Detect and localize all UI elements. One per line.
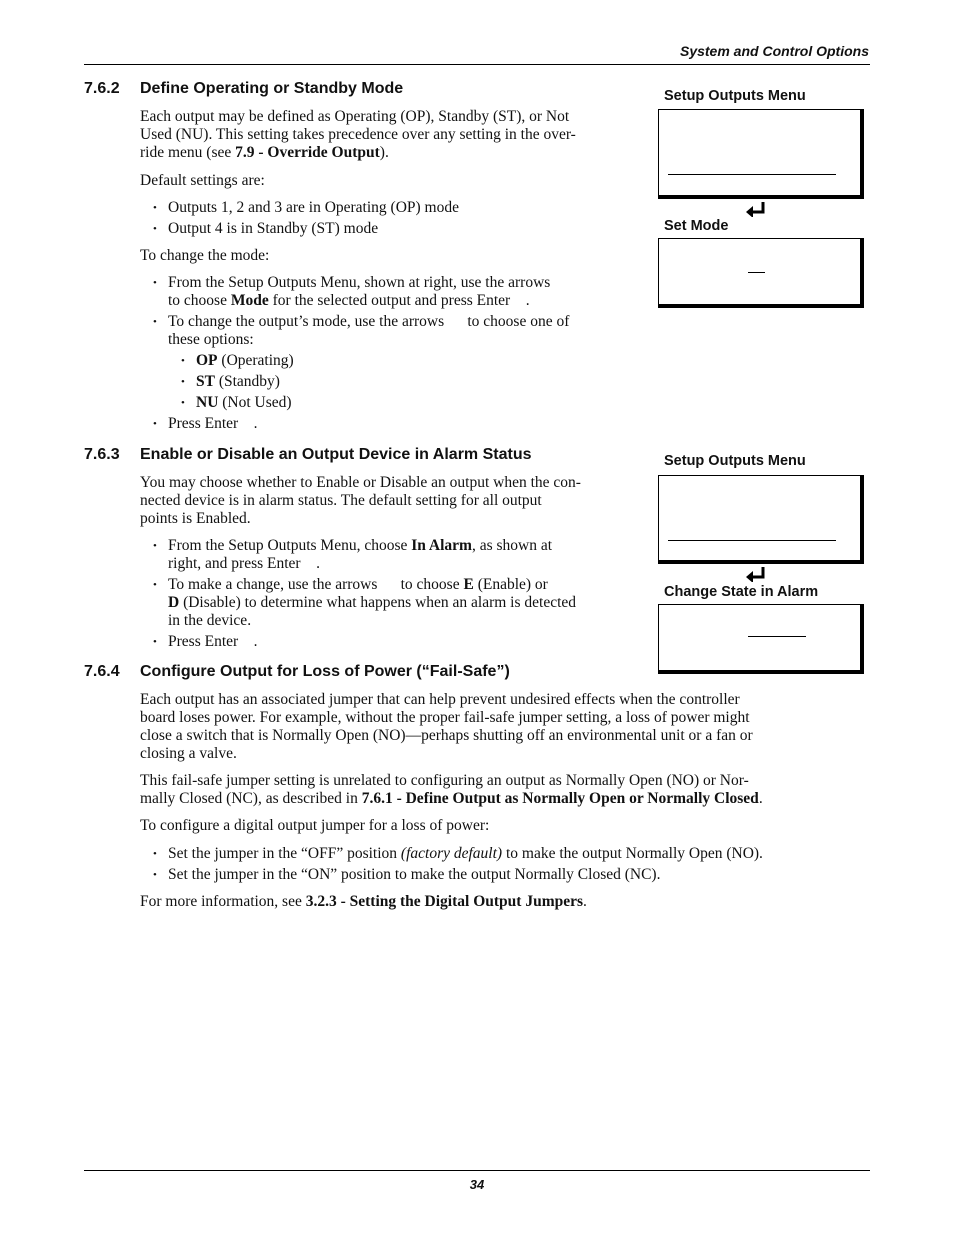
section-number: 7.6.2 — [84, 80, 120, 97]
cross-reference: 7.9 - Override Output — [235, 144, 380, 161]
list-item: • Outputs 1, 2 and 3 are in Operating (OP) mode — [168, 199, 459, 217]
lcd-underline — [748, 636, 806, 637]
paragraph-764-p4: For more information, see 3.2.3 - Setting the Digital Output Jumpers. — [140, 893, 587, 910]
running-header: System and Control Options — [679, 43, 869, 59]
enter-arrow-icon — [745, 566, 767, 582]
panel-label: Setup Outputs Menu — [664, 88, 806, 104]
list-item: • Press Enter . — [168, 415, 258, 433]
list-item: • Set the jumper in the “OFF” position (factory default) to make the output Normally Open (NO). — [168, 845, 763, 863]
paragraph-defaults-label: Default settings are: — [140, 172, 265, 189]
text-line: • From the Setup Outputs Menu, shown at right, use the arrows — [168, 274, 551, 291]
cross-reference: 7.6.1 - Define Output as Normally Open or Normally Closed — [361, 790, 759, 807]
lcd-underline — [668, 174, 836, 175]
lcd-screen-set-mode — [658, 238, 864, 308]
header-rule — [84, 64, 870, 65]
text-line: This fail-safe jumper setting is unrelated to configuring an output as Normally Open (NO) or Nor- — [140, 772, 749, 789]
text-line: Each output has an associated jumper that can help prevent undesired effects when the controller — [140, 691, 740, 708]
section-heading-7-6-2 — [84, 80, 403, 98]
section-heading-7-6-3 — [84, 446, 532, 464]
paragraph-762-intro — [140, 108, 576, 162]
list-item — [168, 576, 576, 630]
section-number: 7.6.4 — [84, 663, 120, 680]
lcd-underline — [748, 272, 765, 273]
section-title: Enable or Disable an Output Device in Alarm Status — [140, 446, 532, 463]
text-line: to choose Mode for the selected output and press Enter . — [168, 292, 530, 309]
text-line: right, and press Enter . — [168, 555, 320, 572]
text-line: You may choose whether to Enable or Disable an output when the con- — [140, 474, 581, 491]
panel-label: Setup Outputs Menu — [664, 453, 806, 469]
lcd-screen-change-state — [658, 604, 864, 674]
section-title: Define Operating or Standby Mode — [140, 80, 404, 97]
paragraph-764-p3: To configure a digital output jumper for a loss of power: — [140, 817, 490, 834]
list-item — [168, 274, 550, 310]
text-line: close a switch that is Normally Open (NO)—perhaps shutting off an environmental unit or a fan or — [140, 727, 753, 744]
sub-list-item: • NU (Not Used) — [196, 394, 292, 412]
section-heading-7-6-4 — [84, 663, 510, 681]
lcd-screen-setup-outputs — [658, 109, 864, 199]
cross-reference: 3.2.3 - Setting the Digital Output Jumpers — [305, 893, 584, 910]
sub-list-item: • OP (Operating) — [196, 352, 294, 370]
section-title: Configure Output for Loss of Power (“Fail-Safe”) — [140, 663, 510, 680]
sub-list-item: • ST (Standby) — [196, 373, 280, 391]
text-line: • From the Setup Outputs Menu, choose In Alarm, as shown at — [168, 537, 553, 554]
text-line: Used (NU). This setting takes precedence over any setting in the over- — [140, 126, 576, 143]
paragraph-764-p2 — [140, 772, 763, 808]
enter-arrow-icon — [745, 201, 767, 217]
text-line: • To change the output’s mode, use the arrows to choose one of — [168, 313, 570, 330]
text-line: nected device is in alarm status. The default setting for all output — [140, 492, 542, 509]
footer-rule — [84, 1170, 870, 1171]
text-line: closing a valve. — [140, 745, 237, 762]
text-line: ride menu (see 7.9 - Override Output). — [140, 144, 389, 161]
paragraph-change-label: To change the mode: — [140, 247, 270, 264]
list-item — [168, 313, 569, 349]
text-line: points is Enabled. — [140, 510, 251, 527]
list-item: • Press Enter . — [168, 633, 258, 651]
panel-label: Change State in Alarm — [664, 584, 819, 600]
lcd-underline — [668, 540, 836, 541]
text-line: these options: — [168, 331, 254, 348]
page-number: 34 — [469, 1177, 485, 1192]
text-line: D (Disable) to determine what happens when an alarm is detected — [168, 594, 577, 611]
paragraph-763-intro — [140, 474, 581, 528]
text-line: in the device. — [168, 612, 252, 629]
list-item: • Set the jumper in the “ON” position to make the output Normally Closed (NC). — [168, 866, 660, 884]
lcd-screen-setup-outputs — [658, 475, 864, 564]
list-item: • Output 4 is in Standby (ST) mode — [168, 220, 378, 238]
list-item — [168, 537, 552, 573]
panel-label: Set Mode — [664, 218, 729, 234]
paragraph-764-p1 — [140, 691, 753, 763]
text-line: board loses power. For example, without the proper fail-safe jumper setting, a loss of power might — [140, 709, 750, 726]
text-line: mally Closed (NC), as described in 7.6.1 - Define Output as Normally Open or Normally Closed. — [140, 790, 763, 807]
text-line: Each output may be defined as Operating (OP), Standby (ST), or Not — [140, 108, 570, 125]
text-line: • To make a change, use the arrows to choose E (Enable) or — [168, 576, 548, 593]
section-number: 7.6.3 — [84, 446, 120, 463]
